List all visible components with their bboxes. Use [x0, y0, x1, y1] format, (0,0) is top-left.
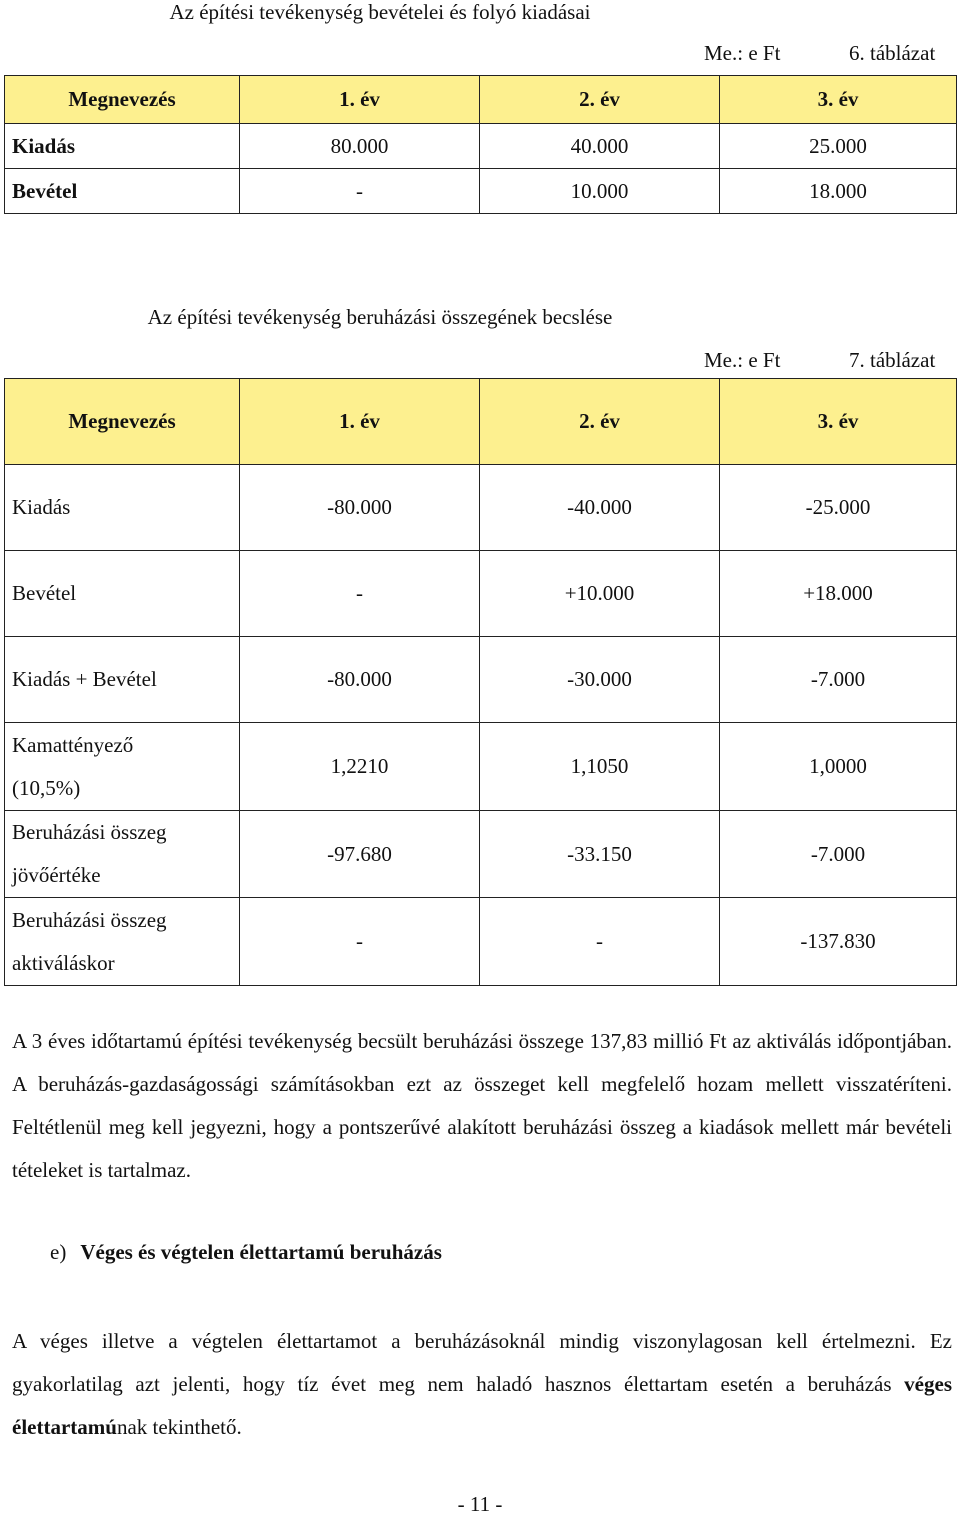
table7-row-label: Bevétel	[5, 551, 240, 637]
table7-row-label-line: aktiváláskor	[12, 950, 115, 975]
table7-row-label: Kiadás	[5, 465, 240, 551]
table7-cell: 1,0000	[720, 723, 957, 811]
table7-row-label: Kiadás + Bevétel	[5, 637, 240, 723]
table7-cell: -	[240, 898, 480, 986]
table6-cell: 80.000	[240, 124, 480, 169]
table7-cell: -	[240, 551, 480, 637]
table6-cell: 25.000	[720, 124, 957, 169]
table6-unit: Me.: e Ft	[704, 41, 781, 65]
table7-row-label-line: Kamattényező	[12, 732, 134, 757]
table7-row-label-line: jövőértéke	[12, 863, 101, 887]
table7-row-label	[5, 723, 240, 811]
table6-number: 6. táblázat	[849, 41, 936, 65]
table6-caption: Az építési tevékenység bevételei és folyó kiadásai	[169, 0, 591, 24]
table6	[4, 75, 957, 214]
table-row	[5, 898, 957, 986]
table-row	[5, 551, 957, 637]
table7-cell: +10.000	[480, 551, 720, 637]
table6-row-label: Kiadás	[5, 124, 240, 169]
table-row	[5, 465, 957, 551]
section-title: Véges és végtelen élettartamú beruházás	[80, 1240, 442, 1264]
table-row	[5, 169, 957, 214]
table6-header-cell: 2. év	[480, 76, 720, 124]
table7-cell: 1,2210	[240, 723, 480, 811]
table6-cell: 18.000	[720, 169, 957, 214]
table-row	[5, 811, 957, 898]
table6-row-label: Bevétel	[5, 169, 240, 214]
table7-row-label-line: (10,5%)	[12, 775, 81, 800]
table7-caption: Az építési tevékenység beruházási összegének becslése	[147, 305, 613, 329]
table7-header-cell: Megnevezés	[5, 379, 240, 465]
table7-row-label	[5, 811, 240, 898]
table7-row-label	[5, 898, 240, 986]
section-heading-e	[50, 1240, 442, 1265]
table7-cell: -25.000	[720, 465, 957, 551]
page-number: - 11 -	[457, 1492, 503, 1516]
table7-unit: Me.: e Ft	[704, 348, 781, 372]
table-row	[5, 723, 957, 811]
table7-row-label-line: Beruházási összeg	[12, 907, 167, 932]
table7-cell: -7.000	[720, 811, 957, 898]
paragraph2-bold-term: véges élettartamú	[12, 1372, 952, 1439]
table7-header-cell: 1. év	[240, 379, 480, 465]
paragraph2-text-end: nak tekinthető.	[116, 1415, 242, 1439]
section-marker: e)	[50, 1240, 67, 1264]
table7-cell: -	[480, 898, 720, 986]
table6-cell: -	[240, 169, 480, 214]
paragraph2-text: A véges illetve a végtelen élettartamot a beruházásoknál mindig viszonylagosan kell értelmezni. Ez gyakorlatilag azt jelenti, hogy tíz évet meg nem haladó hasznos élettartam esetén a beruházás	[12, 1329, 952, 1396]
table-row	[5, 637, 957, 723]
table7-cell: +18.000	[720, 551, 957, 637]
table7-cell: -7.000	[720, 637, 957, 723]
table7-header-cell: 2. év	[480, 379, 720, 465]
table6-header-row	[5, 76, 957, 124]
body-paragraph-2	[12, 1320, 952, 1449]
table6-cell: 10.000	[480, 169, 720, 214]
table7-cell: -137.830	[720, 898, 957, 986]
table7-cell: -97.680	[240, 811, 480, 898]
table7-number: 7. táblázat	[849, 348, 936, 372]
table6-header-cell: 1. év	[240, 76, 480, 124]
table7-header-cell: 3. év	[720, 379, 957, 465]
table6-header-cell: Megnevezés	[5, 76, 240, 124]
table7-cell: -80.000	[240, 465, 480, 551]
body-paragraph-1: A 3 éves időtartamú építési tevékenység becsült beruházási összege 137,83 millió Ft az aktiválás időpontjában. A beruházás-gazdaságossági számításokban ezt az összeget kell megfelelő hozam mellett visszatéríteni. Feltétlenül meg kell jegyezni, hogy a pontszerűvé alakított beruházási összeg a kiadások mellett már bevételi tételeket is tartalmaz.	[12, 1029, 952, 1182]
table7-cell: -30.000	[480, 637, 720, 723]
table7-cell: 1,1050	[480, 723, 720, 811]
table7	[4, 378, 957, 986]
table7-cell: -40.000	[480, 465, 720, 551]
table-row	[5, 124, 957, 169]
table6-header-cell: 3. év	[720, 76, 957, 124]
table7-cell: -80.000	[240, 637, 480, 723]
table6-cell: 40.000	[480, 124, 720, 169]
table7-cell: -33.150	[480, 811, 720, 898]
table7-header-row	[5, 379, 957, 465]
table7-row-label-line: Beruházási összeg	[12, 820, 167, 844]
